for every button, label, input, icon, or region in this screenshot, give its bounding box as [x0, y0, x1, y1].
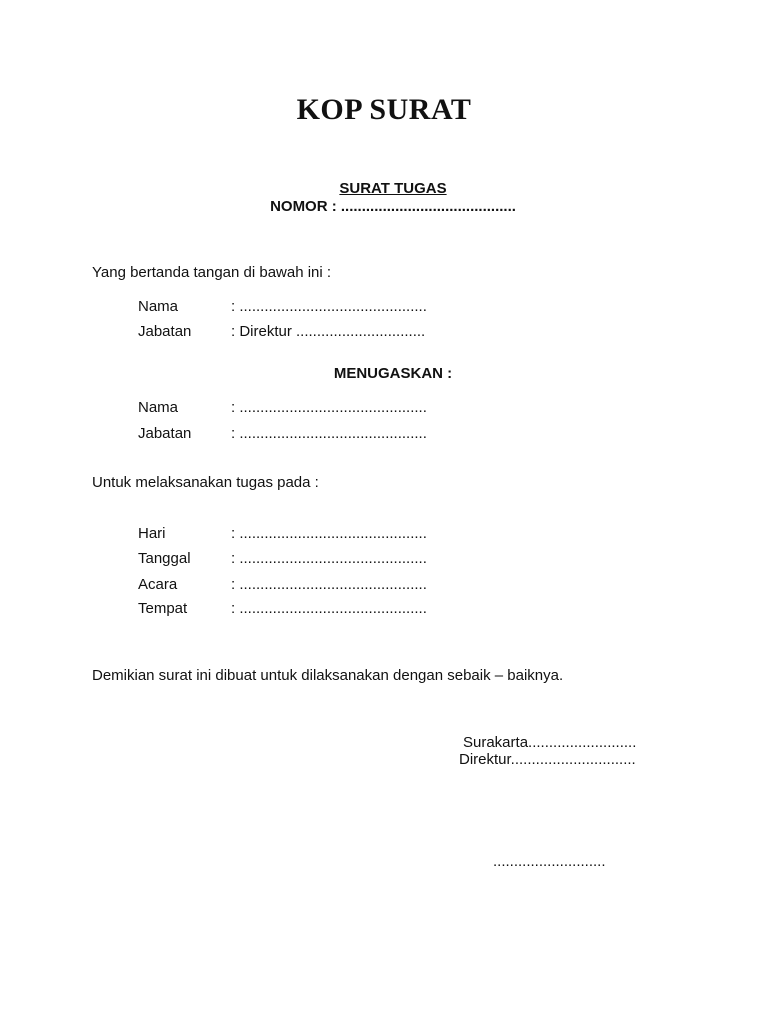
- closing-text: Demikian surat ini dibuat untuk dilaksanakan dengan sebaik – baiknya.: [92, 667, 564, 684]
- signature-name: ...........................: [493, 853, 606, 870]
- assignee-position-value: : .............................................: [231, 425, 427, 442]
- signature-position: Direktur..............................: [459, 751, 636, 768]
- document-number: NOMOR : ..........................................: [270, 198, 516, 215]
- intro-text: Yang bertanda tangan di bawah ini :: [92, 264, 332, 281]
- task-event-value: : .............................................: [231, 576, 427, 593]
- task-place-label: Tempat: [138, 600, 188, 617]
- letterhead-title: KOP SURAT: [296, 93, 472, 126]
- signer-position-label: Jabatan: [138, 323, 192, 340]
- task-place-value: : .............................................: [231, 600, 427, 617]
- assignee-name-label: Nama: [138, 399, 179, 416]
- assignee-name-value: : .............................................: [231, 399, 427, 416]
- document-title: SURAT TUGAS: [339, 180, 447, 197]
- task-day-value: : .............................................: [231, 525, 427, 542]
- task-event-label: Acara: [138, 576, 178, 593]
- task-intro-text: Untuk melaksanakan tugas pada :: [92, 474, 319, 491]
- signer-name-value: : .............................................: [231, 298, 427, 315]
- assign-heading: MENUGASKAN :: [333, 365, 453, 382]
- signature-place-date: Surakarta..........................: [463, 734, 637, 751]
- task-date-value: : .............................................: [231, 550, 427, 567]
- assignee-position-label: Jabatan: [138, 425, 192, 442]
- signer-position-value: : Direktur ...............................: [231, 323, 426, 340]
- task-day-label: Hari: [138, 525, 166, 542]
- signer-name-label: Nama: [138, 298, 179, 315]
- task-date-label: Tanggal: [138, 550, 191, 567]
